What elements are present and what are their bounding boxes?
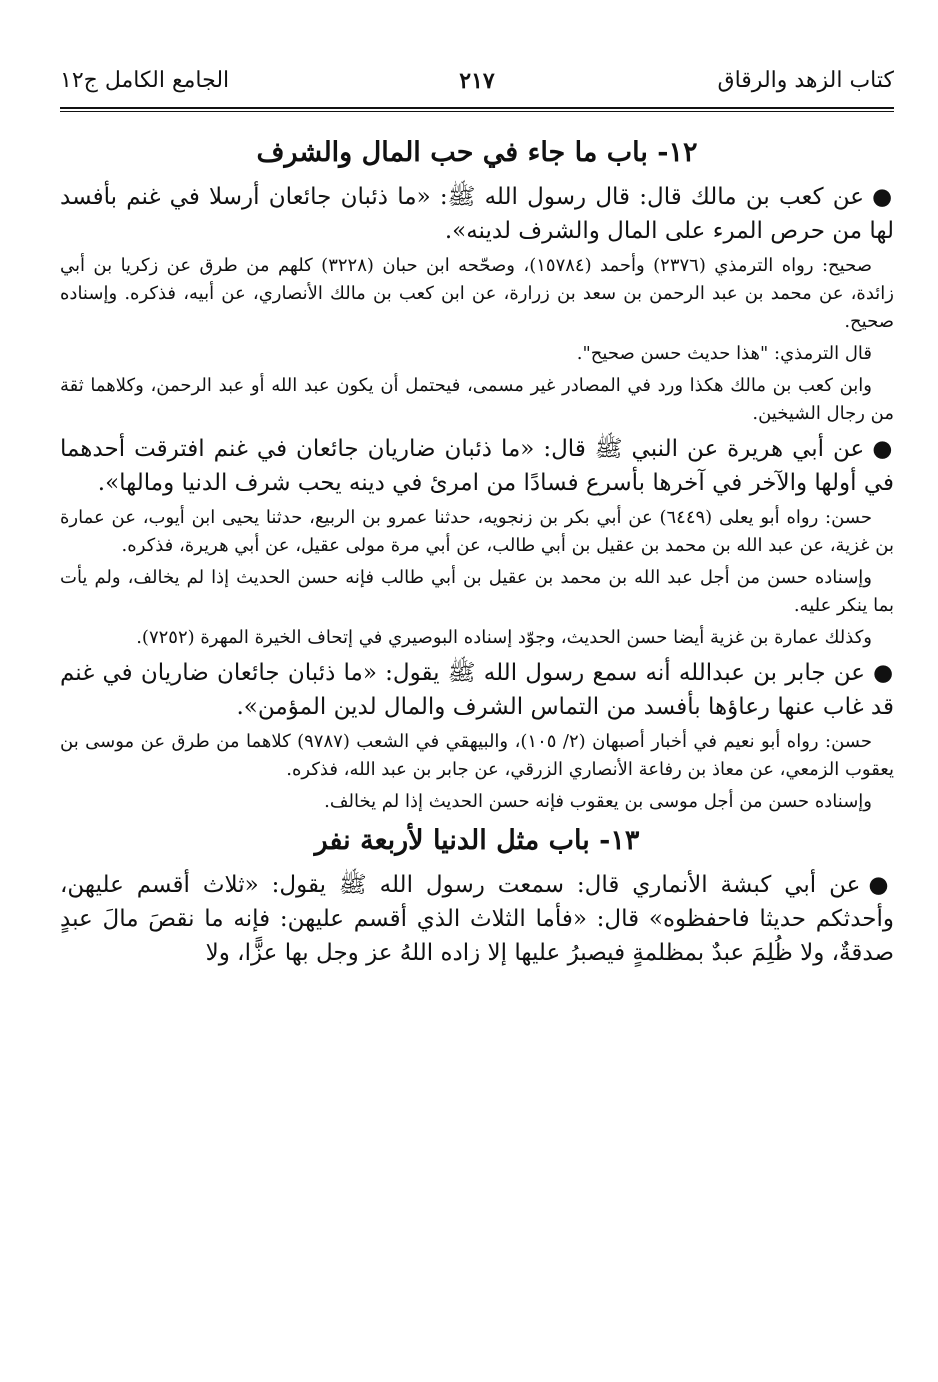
hadith-body: عن جابر بن عبدالله أنه سمع رسول الله ﷺ يقول: «ما ذئبان جائعان ضاريان في غنم قد غاب عنها رعاؤها بأفسد من التماس الشرف والمال لدين المؤمن». (60, 660, 894, 720)
running-header (60, 62, 894, 106)
takhrij-note: وابن كعب بن مالك هكذا ورد في المصادر غير مسمى، فيحتمل أن يكون عبد الله أو عبد الرحمن، وكلاهما ثقة من رجال الشيخين. (60, 375, 894, 424)
hadith-body: عن كعب بن مالك قال: قال رسول الله ﷺ: «ما ذئبان جائعان أرسلا في غنم بأفسد لها من حرص المرء على المال والشرف لدينه». (60, 184, 894, 244)
page-number: ٢١٧ (459, 68, 495, 94)
takhrij-note: حسن: رواه أبو يعلى (٦٤٤٩) عن أبي بكر بن زنجويه، حدثنا عمرو بن الربيع، حدثنا يحيى ابن أيوب، عن عمارة بن غزية، عن عبد الله بن محمد بن عقيل بن أبي طالب، عن أبي مرة مولى عقيل، عن أبي هريرة، فذكره. (60, 507, 894, 556)
bullet-icon: ● (872, 184, 894, 210)
hadith-text (60, 656, 894, 724)
hadith-text (60, 432, 894, 500)
bullet-icon: ● (872, 436, 894, 462)
takhrij-note: حسن: رواه أبو نعيم في أخبار أصبهان (٢/ ١٠٥)، والبيهقي في الشعب (٩٧٨٧) كلاهما من طرق عن موسى بن يعقوب الزمعي، عن معاذ بن رفاعة الأنصاري الزرقي، عن جابر بن عبد الله، فذكره. (60, 731, 894, 780)
chapter-13-title: ١٣- باب مثل الدنيا لأربعة نفر (314, 825, 640, 856)
hadith-text (60, 180, 894, 248)
header-rule-thin (60, 111, 894, 112)
bullet-icon: ● (868, 872, 895, 898)
header-volume-title: الجامع الكامل ج١٢ (60, 68, 230, 93)
takhrij-note: وكذلك عمارة بن غزية أيضا حسن الحديث، وجوّد إسناده البوصيري في إتحاف الخيرة المهرة (٧٢٥٢). (136, 627, 872, 648)
bullet-icon: ● (873, 660, 894, 686)
takhrij-note: قال الترمذي: "هذا حديث حسن صحيح". (576, 343, 872, 364)
takhrij-note: وإسناده حسن من أجل موسى بن يعقوب فإنه حسن الحديث إذا لم يخالف. (324, 791, 872, 812)
header-rule-thick (60, 107, 894, 109)
takhrij-note: صحيح: رواه الترمذي (٢٣٧٦) وأحمد (١٥٧٨٤)، وصحّحه ابن حبان (٣٢٢٨) كلهم من طرق عن زكريا بن أبي زائدة، عن محمد بن عبد الرحمن بن سعد بن زرارة، عن ابن كعب بن مالك الأنصاري، عن أبيه، فذكره. وإسناده صحيح. (60, 255, 894, 332)
chapter-12-title: ١٢- باب ما جاء في حب المال والشرف (256, 137, 698, 168)
page-body (60, 128, 894, 974)
hadith-body: عن أبي هريرة عن النبي ﷺ قال: «ما ذئبان ضاريان جائعان في غنم افترقت أحدهما في أولها والآخر في آخرها بأسرع فسادًا من امرئ في دينه يحب شرف الدنيا ومالها». (60, 436, 894, 496)
hadith-body: عن أبي كبشة الأنماري قال: سمعت رسول الله ﷺ يقول: «ثلاث أقسم عليهن، وأحدثكم حديثا فاحفظوه» قال: «فأما الثلاث الذي أقسم عليهن: فإنه ما نقصَ مالَ عبدٍ صدقةٌ، ولا ظُلِمَ عبدٌ بمظلمةٍ فيصبرُ عليها إلا زاده اللهُ عز وجل بها عزًّا، ولا (60, 872, 894, 966)
header-book-title: كتاب الزهد والرقاق (717, 68, 894, 93)
hadith-text (60, 868, 894, 970)
takhrij-note: وإسناده حسن من أجل عبد الله بن محمد بن عقيل بن أبي طالب فإنه حسن الحديث إذا لم يخالف، ولم يأت بما ينكر عليه. (60, 567, 894, 616)
